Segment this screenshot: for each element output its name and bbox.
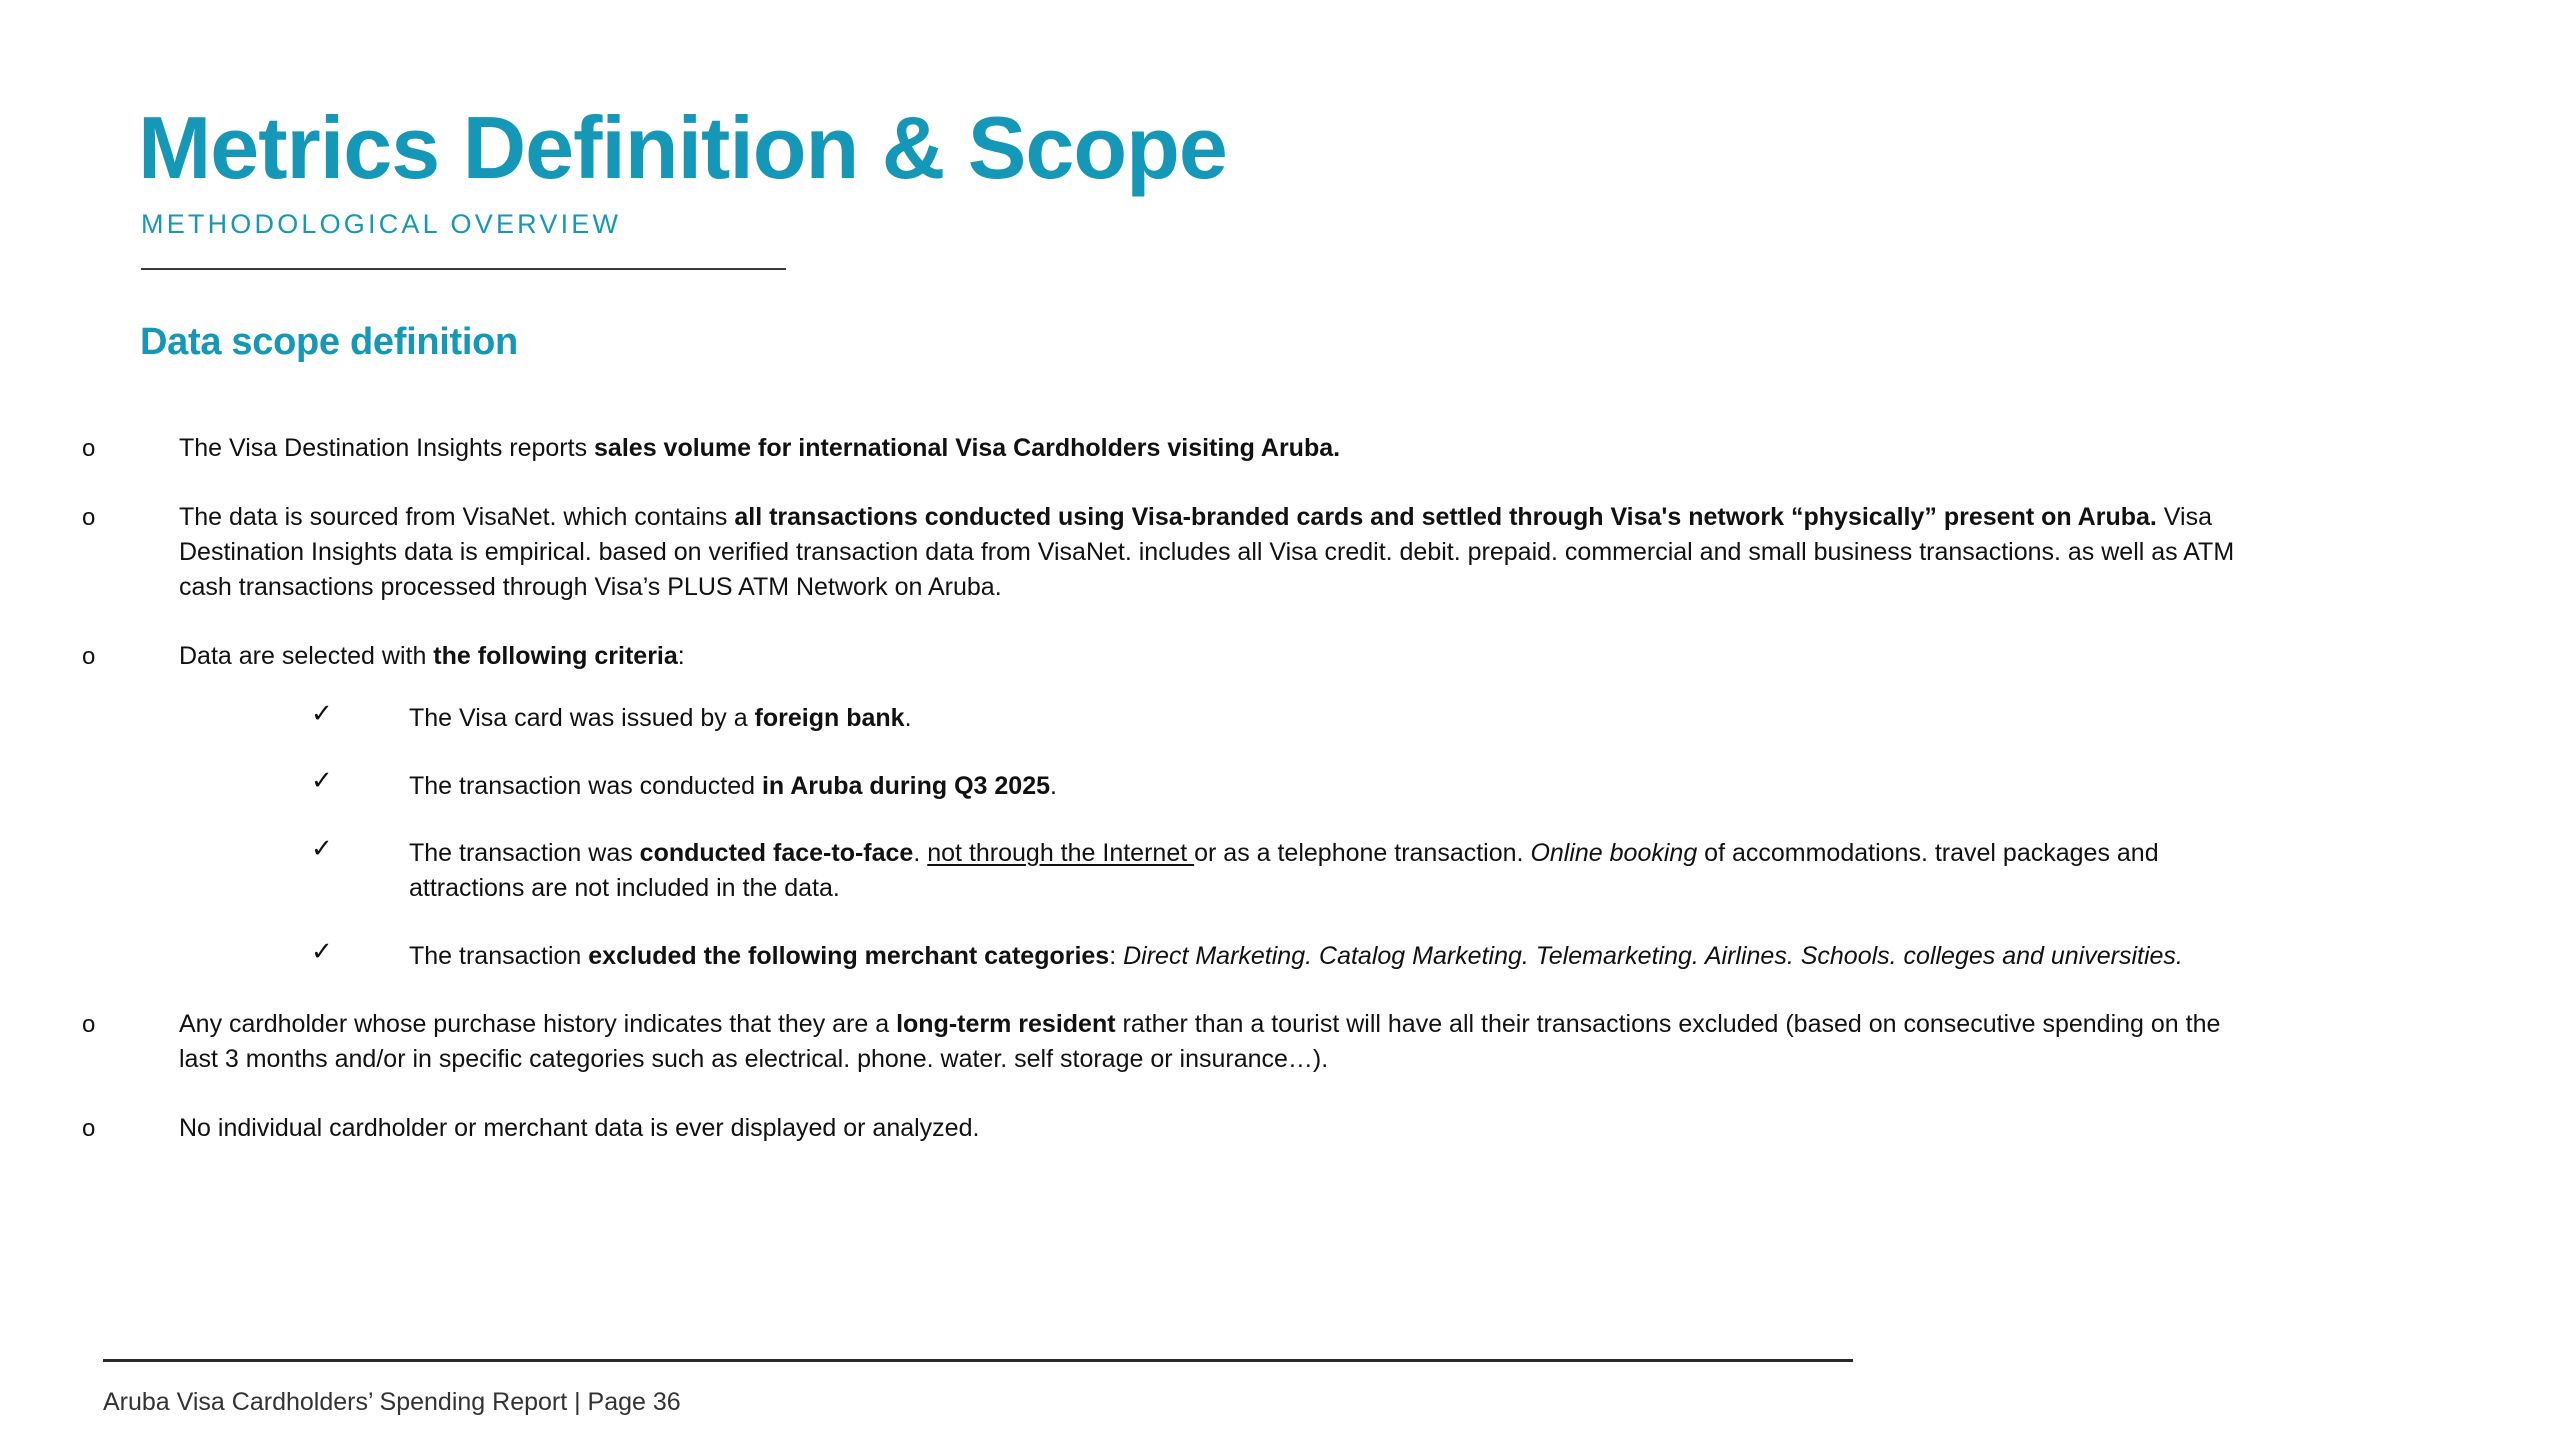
- text: The data is sourced from VisaNet. which contains: [179, 503, 735, 531]
- text-line: attractions are not included in the data.: [409, 874, 840, 902]
- list-item: [179, 431, 1340, 466]
- bullet-marker-icon: o: [82, 1011, 96, 1038]
- text: rather than a tourist will have all their transactions excluded (based on consecutive spending on the: [1115, 1010, 2221, 1038]
- bold-text: conducted face-to-face: [639, 839, 914, 867]
- text: Data are selected with: [179, 642, 434, 670]
- criteria-item: [409, 836, 2159, 906]
- bold-text: the following criteria: [433, 642, 678, 670]
- checkmark-icon: ✓: [311, 834, 333, 864]
- page-subtitle: METHODOLOGICAL OVERVIEW: [141, 209, 622, 239]
- bullet-marker-icon: o: [82, 1115, 96, 1142]
- text: The transaction was conducted: [409, 772, 762, 800]
- bullet-marker-icon: o: [82, 435, 96, 462]
- criteria-item: [409, 701, 912, 736]
- bullet-marker-icon: o: [82, 643, 96, 670]
- italic-text: Online booking: [1530, 839, 1698, 867]
- text-line: Destination Insights data is empirical. based on verified transaction data from VisaNet. includes all Visa credit. debit. prepaid. commercial and small business transactions. as well as ATM: [179, 538, 2235, 566]
- text: The Visa Destination Insights reports: [179, 434, 595, 462]
- page-footer: Aruba Visa Cardholders’ Spending Report | Page 36: [103, 1388, 681, 1416]
- checkmark-icon: ✓: [311, 937, 333, 967]
- text: :: [1109, 942, 1124, 970]
- list-item: [179, 1111, 979, 1146]
- text: :: [677, 642, 685, 670]
- italic-text: Direct Marketing. Catalog Marketing. Telemarketing. Airlines. Schools. colleges and universities.: [1123, 942, 2183, 970]
- list-item: [179, 500, 2234, 605]
- text: of accommodations. travel packages and: [1697, 839, 2159, 867]
- text: .: [1050, 772, 1057, 800]
- bold-text: excluded the following merchant categories: [588, 942, 1110, 970]
- text: The transaction: [409, 942, 589, 970]
- text: .: [904, 704, 912, 732]
- bold-text: foreign bank: [754, 704, 905, 732]
- list-item: [179, 639, 685, 674]
- bullet-marker-icon: o: [82, 504, 96, 531]
- underlined-text: not through the Internet: [927, 839, 1195, 867]
- text: Any cardholder whose purchase history indicates that they are a: [179, 1010, 897, 1038]
- bold-text: sales volume for international Visa Cardholders visiting Aruba.: [594, 434, 1341, 462]
- page-title: Metrics Definition & Scope: [138, 98, 1227, 197]
- text: No individual cardholder or merchant data is ever displayed or analyzed.: [179, 1114, 980, 1142]
- criteria-item: [409, 769, 1057, 804]
- section-heading: Data scope definition: [140, 321, 518, 363]
- title-divider: [141, 268, 786, 270]
- criteria-item: [409, 939, 2183, 974]
- checkmark-icon: ✓: [311, 699, 333, 729]
- text: Visa: [2156, 503, 2212, 531]
- text: The transaction was: [409, 839, 640, 867]
- text-line: cash transactions processed through Visa’s PLUS ATM Network on Aruba.: [179, 573, 1002, 601]
- text: .: [913, 839, 928, 867]
- text: or as a telephone transaction.: [1194, 839, 1531, 867]
- bold-text: in Aruba during Q3 2025: [761, 772, 1051, 800]
- footer-divider: [103, 1359, 1853, 1362]
- bold-text: long-term resident: [896, 1010, 1116, 1038]
- bold-text: all transactions conducted using Visa-branded cards and settled through Visa's network “physically” present on Aruba.: [734, 503, 2157, 531]
- list-item: [179, 1007, 2220, 1077]
- text: The Visa card was issued by a: [409, 704, 755, 732]
- text-line: last 3 months and/or in specific categories such as electrical. phone. water. self storage or insurance…).: [179, 1045, 1329, 1073]
- checkmark-icon: ✓: [311, 766, 333, 796]
